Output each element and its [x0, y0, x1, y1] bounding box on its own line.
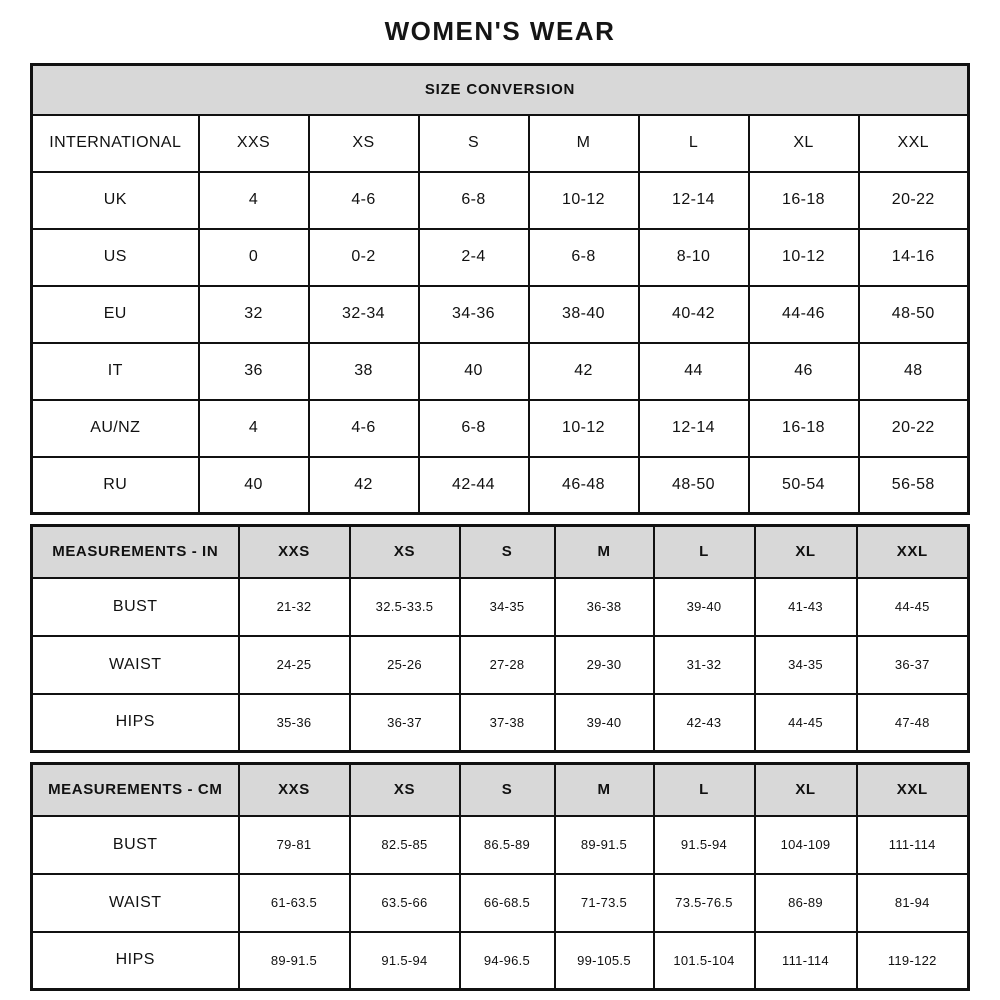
col-header: L: [654, 764, 755, 816]
cell: 71-73.5: [555, 874, 654, 932]
cell: 38: [309, 343, 419, 400]
cell: 44-45: [857, 578, 969, 636]
cell: 89-91.5: [239, 932, 350, 990]
cell: 6-8: [529, 229, 639, 286]
cell: 39-40: [654, 578, 755, 636]
cell: 4-6: [309, 172, 419, 229]
cell: 86-89: [755, 874, 857, 932]
col-header: XXL: [857, 526, 969, 578]
table-row: [32, 65, 969, 115]
table-row: [32, 229, 969, 286]
cell: 111-114: [755, 932, 857, 990]
page-title: WOMEN'S WEAR: [384, 16, 616, 46]
table-row: [32, 400, 969, 457]
cell: 39-40: [555, 694, 654, 752]
cell: 36: [199, 343, 309, 400]
cell: 44-45: [755, 694, 857, 752]
cell: 6-8: [419, 172, 529, 229]
cell: 42-43: [654, 694, 755, 752]
table-row: [32, 172, 969, 229]
cell: 66-68.5: [460, 874, 555, 932]
col-header: S: [419, 115, 529, 172]
table-row: [32, 816, 969, 874]
cell: 101.5-104: [654, 932, 755, 990]
col-header: XS: [309, 115, 419, 172]
cell: 37-38: [460, 694, 555, 752]
cell: 20-22: [859, 172, 969, 229]
cell: 41-43: [755, 578, 857, 636]
row-label: UK: [32, 172, 199, 229]
measurements-in-table: [30, 524, 970, 753]
cell: 24-25: [239, 636, 350, 694]
cell: 81-94: [857, 874, 969, 932]
cell: 2-4: [419, 229, 529, 286]
cell: 48-50: [859, 286, 969, 343]
col-header: S: [460, 526, 555, 578]
table-row: [32, 932, 969, 990]
row-label: BUST: [32, 816, 239, 874]
table-row: [32, 457, 969, 514]
col-header: XXL: [859, 115, 969, 172]
cell: 50-54: [749, 457, 859, 514]
cell: 34-35: [755, 636, 857, 694]
cell: 91.5-94: [654, 816, 755, 874]
cell: 40-42: [639, 286, 749, 343]
cell: 14-16: [859, 229, 969, 286]
cell: 16-18: [749, 172, 859, 229]
cell: 48: [859, 343, 969, 400]
cell: 119-122: [857, 932, 969, 990]
cell: 10-12: [529, 172, 639, 229]
cell: 10-12: [749, 229, 859, 286]
col-header: XL: [755, 526, 857, 578]
cell: 32: [199, 286, 309, 343]
cell: 36-38: [555, 578, 654, 636]
cell: 27-28: [460, 636, 555, 694]
table-row: [32, 636, 969, 694]
measurements-in-header: MEASUREMENTS - IN: [32, 526, 239, 578]
size-conversion-header: SIZE CONVERSION: [32, 65, 969, 115]
col-header: L: [654, 526, 755, 578]
cell: 12-14: [639, 400, 749, 457]
measurements-cm-header: MEASUREMENTS - CM: [32, 764, 239, 816]
row-label: US: [32, 229, 199, 286]
table-row: [32, 286, 969, 343]
cell: 48-50: [639, 457, 749, 514]
col-header: INTERNATIONAL: [32, 115, 199, 172]
cell: 42: [309, 457, 419, 514]
col-header: L: [639, 115, 749, 172]
cell: 32.5-33.5: [350, 578, 460, 636]
row-label: HIPS: [32, 694, 239, 752]
cell: 42-44: [419, 457, 529, 514]
cell: 16-18: [749, 400, 859, 457]
cell: 38-40: [529, 286, 639, 343]
row-label: WAIST: [32, 874, 239, 932]
cell: 34-36: [419, 286, 529, 343]
cell: 104-109: [755, 816, 857, 874]
col-header: M: [555, 764, 654, 816]
cell: 61-63.5: [239, 874, 350, 932]
cell: 46: [749, 343, 859, 400]
table-row: [32, 343, 969, 400]
cell: 32-34: [309, 286, 419, 343]
table-row: [32, 764, 969, 816]
cell: 56-58: [859, 457, 969, 514]
col-header: XS: [350, 526, 460, 578]
cell: 35-36: [239, 694, 350, 752]
cell: 6-8: [419, 400, 529, 457]
cell: 29-30: [555, 636, 654, 694]
cell: 10-12: [529, 400, 639, 457]
cell: 99-105.5: [555, 932, 654, 990]
row-label: IT: [32, 343, 199, 400]
cell: 42: [529, 343, 639, 400]
cell: 31-32: [654, 636, 755, 694]
cell: 12-14: [639, 172, 749, 229]
cell: 63.5-66: [350, 874, 460, 932]
table-row: [32, 874, 969, 932]
cell: 4-6: [309, 400, 419, 457]
cell: 36-37: [857, 636, 969, 694]
row-label: RU: [32, 457, 199, 514]
row-label: WAIST: [32, 636, 239, 694]
cell: 21-32: [239, 578, 350, 636]
row-label: HIPS: [32, 932, 239, 990]
cell: 20-22: [859, 400, 969, 457]
cell: 0: [199, 229, 309, 286]
cell: 111-114: [857, 816, 969, 874]
cell: 47-48: [857, 694, 969, 752]
cell: 40: [199, 457, 309, 514]
row-label: EU: [32, 286, 199, 343]
col-header: XS: [350, 764, 460, 816]
table-row: [32, 694, 969, 752]
row-label: BUST: [32, 578, 239, 636]
col-header: XXL: [857, 764, 969, 816]
cell: 73.5-76.5: [654, 874, 755, 932]
table-row: [32, 526, 969, 578]
col-header: XXS: [239, 526, 350, 578]
cell: 25-26: [350, 636, 460, 694]
cell: 91.5-94: [350, 932, 460, 990]
cell: 0-2: [309, 229, 419, 286]
col-header: S: [460, 764, 555, 816]
table-row: [32, 115, 969, 172]
row-label: AU/NZ: [32, 400, 199, 457]
col-header: M: [529, 115, 639, 172]
cell: 36-37: [350, 694, 460, 752]
cell: 94-96.5: [460, 932, 555, 990]
cell: 40: [419, 343, 529, 400]
cell: 82.5-85: [350, 816, 460, 874]
table-row: [32, 578, 969, 636]
cell: 86.5-89: [460, 816, 555, 874]
cell: 8-10: [639, 229, 749, 286]
cell: 46-48: [529, 457, 639, 514]
measurements-cm-table: [30, 762, 970, 991]
cell: 44: [639, 343, 749, 400]
cell: 44-46: [749, 286, 859, 343]
col-header: XL: [755, 764, 857, 816]
col-header: XL: [749, 115, 859, 172]
size-conversion-table: [30, 63, 970, 515]
col-header: XXS: [239, 764, 350, 816]
cell: 89-91.5: [555, 816, 654, 874]
cell: 4: [199, 172, 309, 229]
cell: 34-35: [460, 578, 555, 636]
cell: 4: [199, 400, 309, 457]
cell: 79-81: [239, 816, 350, 874]
col-header: XXS: [199, 115, 309, 172]
col-header: M: [555, 526, 654, 578]
